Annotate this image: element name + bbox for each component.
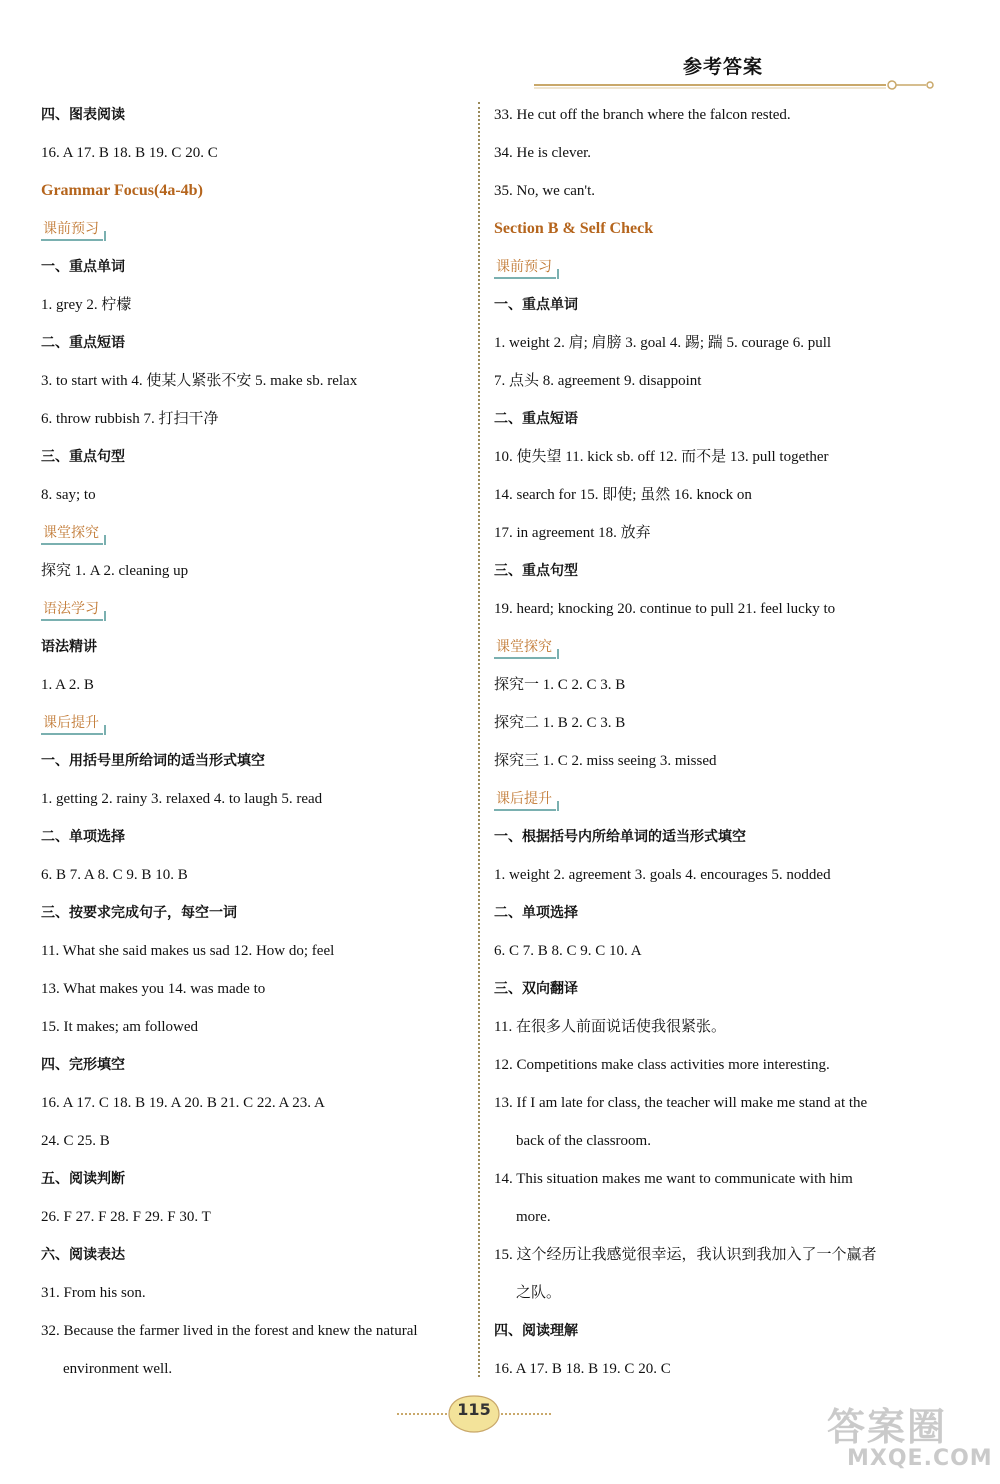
answer-line: 34. He is clever. <box>494 145 592 161</box>
right-line <box>494 818 914 856</box>
answer-line: 探究 1. A 2. cleaning up <box>41 563 189 579</box>
section-heading: 一、重点单词 <box>494 297 578 313</box>
right-line <box>494 1312 914 1350</box>
answer-line: 31. From his son. <box>41 1285 146 1301</box>
right-line <box>494 172 914 210</box>
left-line <box>41 324 466 362</box>
left-line <box>41 1350 466 1388</box>
category-tag: 课前预习 <box>41 220 103 241</box>
left-line <box>41 1046 466 1084</box>
right-line <box>494 780 914 818</box>
answer-line: 10. 使失望 11. kick sb. off 12. 而不是 13. pull together <box>494 449 829 465</box>
answer-line: 33. He cut off the branch where the falcon rested. <box>494 107 791 123</box>
right-line <box>494 362 914 400</box>
right-line <box>494 552 914 590</box>
answer-line: 12. Competitions make class activities more interesting. <box>494 1057 830 1073</box>
left-line <box>41 286 466 324</box>
answer-line: 3. to start with 4. 使某人紧张不安 5. make sb. relax <box>41 373 358 389</box>
answer-continuation: environment well. <box>63 1361 173 1377</box>
right-line <box>494 742 914 780</box>
left-line <box>41 590 466 628</box>
answer-line: 6. C 7. B 8. C 9. C 10. A <box>494 943 642 959</box>
right-line <box>494 894 914 932</box>
right-line <box>494 1236 914 1274</box>
unit-title: Section B & Self Check <box>494 220 654 237</box>
right-line <box>494 970 914 1008</box>
answer-line: 6. B 7. A 8. C 9. B 10. B <box>41 867 188 883</box>
section-heading: 三、双向翻译 <box>494 981 578 997</box>
answer-line: 14. This situation makes me want to communicate with him <box>494 1171 853 1187</box>
left-line <box>41 172 466 210</box>
answer-line: 1. grey 2. 柠檬 <box>41 297 132 313</box>
section-heading: 五、阅读判断 <box>41 1171 125 1187</box>
right-line <box>494 1350 914 1388</box>
right-line <box>494 704 914 742</box>
right-line <box>494 476 914 514</box>
right-line <box>494 514 914 552</box>
right-line <box>494 1198 914 1236</box>
right-line <box>494 666 914 704</box>
right-line <box>494 1160 914 1198</box>
left-line <box>41 970 466 1008</box>
section-heading: 三、按要求完成句子，每空一词 <box>41 905 237 921</box>
left-line <box>41 666 466 704</box>
section-heading: 四、图表阅读 <box>41 107 125 123</box>
answer-line: 26. F 27. F 28. F 29. F 30. T <box>41 1209 211 1225</box>
section-heading: 四、阅读理解 <box>494 1323 578 1339</box>
right-line <box>494 286 914 324</box>
answer-line: 11. What she said makes us sad 12. How do; feel <box>41 943 335 959</box>
section-heading: 六、阅读表达 <box>41 1247 125 1263</box>
answer-line: 15. 这个经历让我感觉很幸运，我认识到我加入了一个赢者 <box>494 1247 877 1263</box>
answer-line: 探究三 1. C 2. miss seeing 3. missed <box>494 753 717 769</box>
section-heading: 二、单项选择 <box>41 829 125 845</box>
left-line <box>41 552 466 590</box>
left-line <box>41 628 466 666</box>
watermark-bottom: MXQE.COM <box>847 1446 993 1471</box>
left-line <box>41 1008 466 1046</box>
answer-line: 1. getting 2. rainy 3. relaxed 4. to laugh 5. read <box>41 791 323 807</box>
answer-line: 16. A 17. B 18. B 19. C 20. C <box>41 145 218 161</box>
left-line <box>41 932 466 970</box>
answer-continuation: 之队。 <box>516 1285 562 1301</box>
section-heading: 一、重点单词 <box>41 259 125 275</box>
left-line <box>41 96 466 134</box>
section-heading: 三、重点句型 <box>41 449 125 465</box>
left-line <box>41 1084 466 1122</box>
answer-line: 13. What makes you 14. was made to <box>41 981 266 997</box>
answer-line: 11. 在很多人前面说话使我很紧张。 <box>494 1019 726 1035</box>
right-line <box>494 590 914 628</box>
answer-line: 32. Because the farmer lived in the forest and knew the natural <box>41 1323 418 1339</box>
left-line <box>41 248 466 286</box>
watermark-top: 答案圈 <box>827 1405 948 1449</box>
answer-line: 14. search for 15. 即使; 虽然 16. knock on <box>494 487 752 503</box>
answer-line: 探究一 1. C 2. C 3. B <box>494 677 626 693</box>
answer-continuation: more. <box>516 1209 551 1225</box>
section-heading: 二、重点短语 <box>494 411 578 427</box>
left-line <box>41 856 466 894</box>
left-line <box>41 1160 466 1198</box>
category-tag: 语法学习 <box>41 600 103 621</box>
right-line <box>494 1008 914 1046</box>
category-tag: 课后提升 <box>41 714 103 735</box>
left-line <box>41 514 466 552</box>
left-line <box>41 780 466 818</box>
answer-line: 1. weight 2. agreement 3. goals 4. encourages 5. nodded <box>494 867 831 883</box>
left-line <box>41 400 466 438</box>
left-line <box>41 1236 466 1274</box>
column-divider <box>478 102 480 1377</box>
answer-line: 8. say; to <box>41 487 96 503</box>
left-line <box>41 362 466 400</box>
page-number-text: 115 <box>457 1400 491 1419</box>
left-line <box>41 704 466 742</box>
answer-line: 16. A 17. B 18. B 19. C 20. C <box>494 1361 671 1377</box>
answer-line: 探究二 1. B 2. C 3. B <box>494 715 626 731</box>
answer-line: 6. throw rubbish 7. 打扫干净 <box>41 411 219 427</box>
answer-line: 1. weight 2. 肩; 肩膀 3. goal 4. 踢; 踹 5. courage 6. pull <box>494 335 832 351</box>
right-line <box>494 856 914 894</box>
site-watermark <box>827 1396 993 1480</box>
category-tag: 课堂探究 <box>41 524 103 545</box>
right-line <box>494 324 914 362</box>
right-column <box>494 96 914 1388</box>
left-column <box>41 96 466 1388</box>
left-line <box>41 210 466 248</box>
answer-line: 15. It makes; am followed <box>41 1019 199 1035</box>
section-heading: 二、重点短语 <box>41 335 125 351</box>
answer-line: 19. heard; knocking 20. continue to pull 21. feel lucky to <box>494 601 836 617</box>
section-heading: 三、重点句型 <box>494 563 578 579</box>
section-heading: 一、根据括号内所给单词的适当形式填空 <box>494 829 746 845</box>
left-line <box>41 1312 466 1350</box>
page-number-footer <box>397 1394 557 1434</box>
answer-line: 7. 点头 8. agreement 9. disappoint <box>494 373 702 389</box>
right-line <box>494 628 914 666</box>
section-heading: 四、完形填空 <box>41 1057 125 1073</box>
answer-line: 35. No, we can't. <box>494 183 596 199</box>
category-tag: 课后提升 <box>494 790 556 811</box>
answer-line: 13. If I am late for class, the teacher will make me stand at the <box>494 1095 868 1111</box>
category-tag: 课前预习 <box>494 258 556 279</box>
answer-line: 16. A 17. C 18. B 19. A 20. B 21. C 22. A 23. A <box>41 1095 325 1111</box>
right-line <box>494 210 914 248</box>
left-line <box>41 1198 466 1236</box>
right-line <box>494 400 914 438</box>
right-line <box>494 134 914 172</box>
left-line <box>41 894 466 932</box>
left-line <box>41 438 466 476</box>
right-line <box>494 1084 914 1122</box>
right-line <box>494 932 914 970</box>
left-line <box>41 1122 466 1160</box>
answer-continuation: back of the classroom. <box>516 1133 651 1149</box>
left-line <box>41 742 466 780</box>
right-line <box>494 248 914 286</box>
right-line <box>494 1274 914 1312</box>
left-line <box>41 818 466 856</box>
left-line <box>41 134 466 172</box>
answer-line: 24. C 25. B <box>41 1133 110 1149</box>
right-line <box>494 438 914 476</box>
answer-line: 17. in agreement 18. 放弃 <box>494 525 651 541</box>
section-heading: 二、单项选择 <box>494 905 578 921</box>
right-line <box>494 96 914 134</box>
page-header-title: 参考答案 <box>683 56 764 78</box>
right-line <box>494 1046 914 1084</box>
left-line <box>41 476 466 514</box>
section-heading: 一、用括号里所给词的适当形式填空 <box>41 753 265 769</box>
category-tag: 课堂探究 <box>494 638 556 659</box>
answer-line: 1. A 2. B <box>41 677 94 693</box>
section-heading: 语法精讲 <box>41 639 97 655</box>
header-decoration <box>534 80 934 90</box>
page-number <box>452 1394 496 1430</box>
left-line <box>41 1274 466 1312</box>
unit-title: Grammar Focus(4a-4b) <box>41 182 203 199</box>
right-line <box>494 1122 914 1160</box>
